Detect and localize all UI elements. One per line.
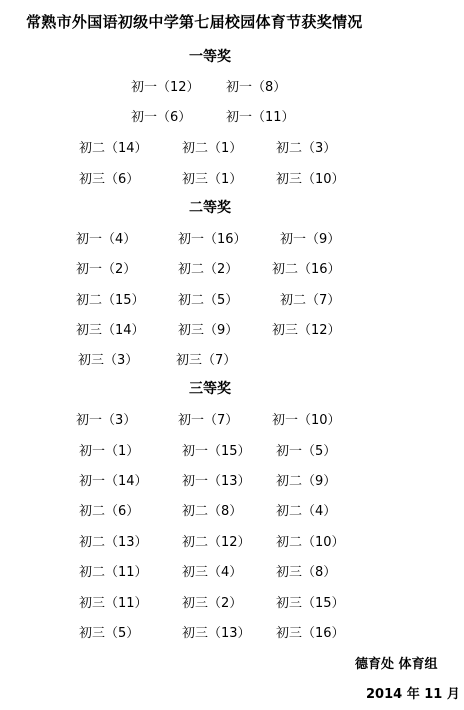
award-class-entry: 初一（6） [131,110,192,125]
award-class-entry: 初三（3） [78,353,139,368]
document-title: 常熟市外国语初级中学第七届校园体育节获奖情况 [26,13,363,31]
award-row [0,258,464,278]
award-class-entry: 初二（3） [276,141,337,156]
award-class-entry: 初二（1） [182,141,243,156]
award-class-entry: 初三（15） [276,596,345,611]
award-row [0,622,464,642]
award-class-entry: 初三（14） [76,323,145,338]
award-class-entry: 初二（7） [280,293,341,308]
award-row [0,409,464,429]
award-class-entry: 初二（10） [276,535,345,550]
award-row [0,168,464,188]
award-row [0,349,464,369]
award-class-entry: 初三（12） [272,323,341,338]
award-class-entry: 初二（15） [76,293,145,308]
award-class-entry: 初一（15） [182,444,251,459]
award-class-entry: 初二（5） [178,293,239,308]
award-class-entry: 初三（16） [276,626,345,641]
signature-date: 2014 年 11 月 [366,687,460,702]
award-class-entry: 初二（2） [178,262,239,277]
award-class-entry: 初一（3） [76,413,137,428]
award-class-entry: 初一（12） [131,80,200,95]
award-row [0,289,464,309]
award-class-entry: 初二（8） [182,504,243,519]
award-row [0,470,464,490]
award-row [0,440,464,460]
award-class-entry: 初三（11） [79,596,148,611]
award-class-entry: 初二（12） [182,535,251,550]
award-class-entry: 初一（4） [76,232,137,247]
signature-department: 德育处 体育组 [355,657,438,672]
award-class-entry: 初三（5） [79,626,140,641]
award-class-entry: 初一（14） [79,474,148,489]
award-row [0,531,464,551]
award-row [0,106,464,126]
award-class-entry: 初一（8） [226,80,287,95]
award-class-entry: 初一（16） [178,232,247,247]
award-class-entry: 初三（8） [276,565,337,580]
award-class-entry: 初一（13） [182,474,251,489]
award-row [0,319,464,339]
award-class-entry: 初一（9） [280,232,341,247]
award-class-entry: 初三（6） [79,172,140,187]
award-class-entry: 初一（7） [178,413,239,428]
award-class-entry: 初二（11） [79,565,148,580]
award-row [0,561,464,581]
award-row [0,500,464,520]
award-class-entry: 初三（1） [182,172,243,187]
award-class-entry: 初三（10） [276,172,345,187]
award-class-entry: 初一（5） [276,444,337,459]
award-class-entry: 初一（2） [76,262,137,277]
award-class-entry: 初二（13） [79,535,148,550]
award-row [0,137,464,157]
section-heading-first-prize: 一等奖 [189,49,231,65]
award-class-entry: 初三（2） [182,596,243,611]
award-class-entry: 初三（7） [176,353,237,368]
award-class-entry: 初三（9） [178,323,239,338]
award-class-entry: 初一（10） [272,413,341,428]
award-class-entry: 初二（4） [276,504,337,519]
award-class-entry: 初一（11） [226,110,295,125]
award-class-entry: 初一（1） [79,444,140,459]
award-class-entry: 初二（6） [79,504,140,519]
award-row [0,592,464,612]
award-row [0,76,464,96]
award-row [0,228,464,248]
award-class-entry: 初三（4） [182,565,243,580]
section-heading-second-prize: 二等奖 [189,200,231,216]
section-heading-third-prize: 三等奖 [189,381,231,397]
award-class-entry: 初二（16） [272,262,341,277]
award-class-entry: 初三（13） [182,626,251,641]
award-class-entry: 初二（9） [276,474,337,489]
award-class-entry: 初二（14） [79,141,148,156]
